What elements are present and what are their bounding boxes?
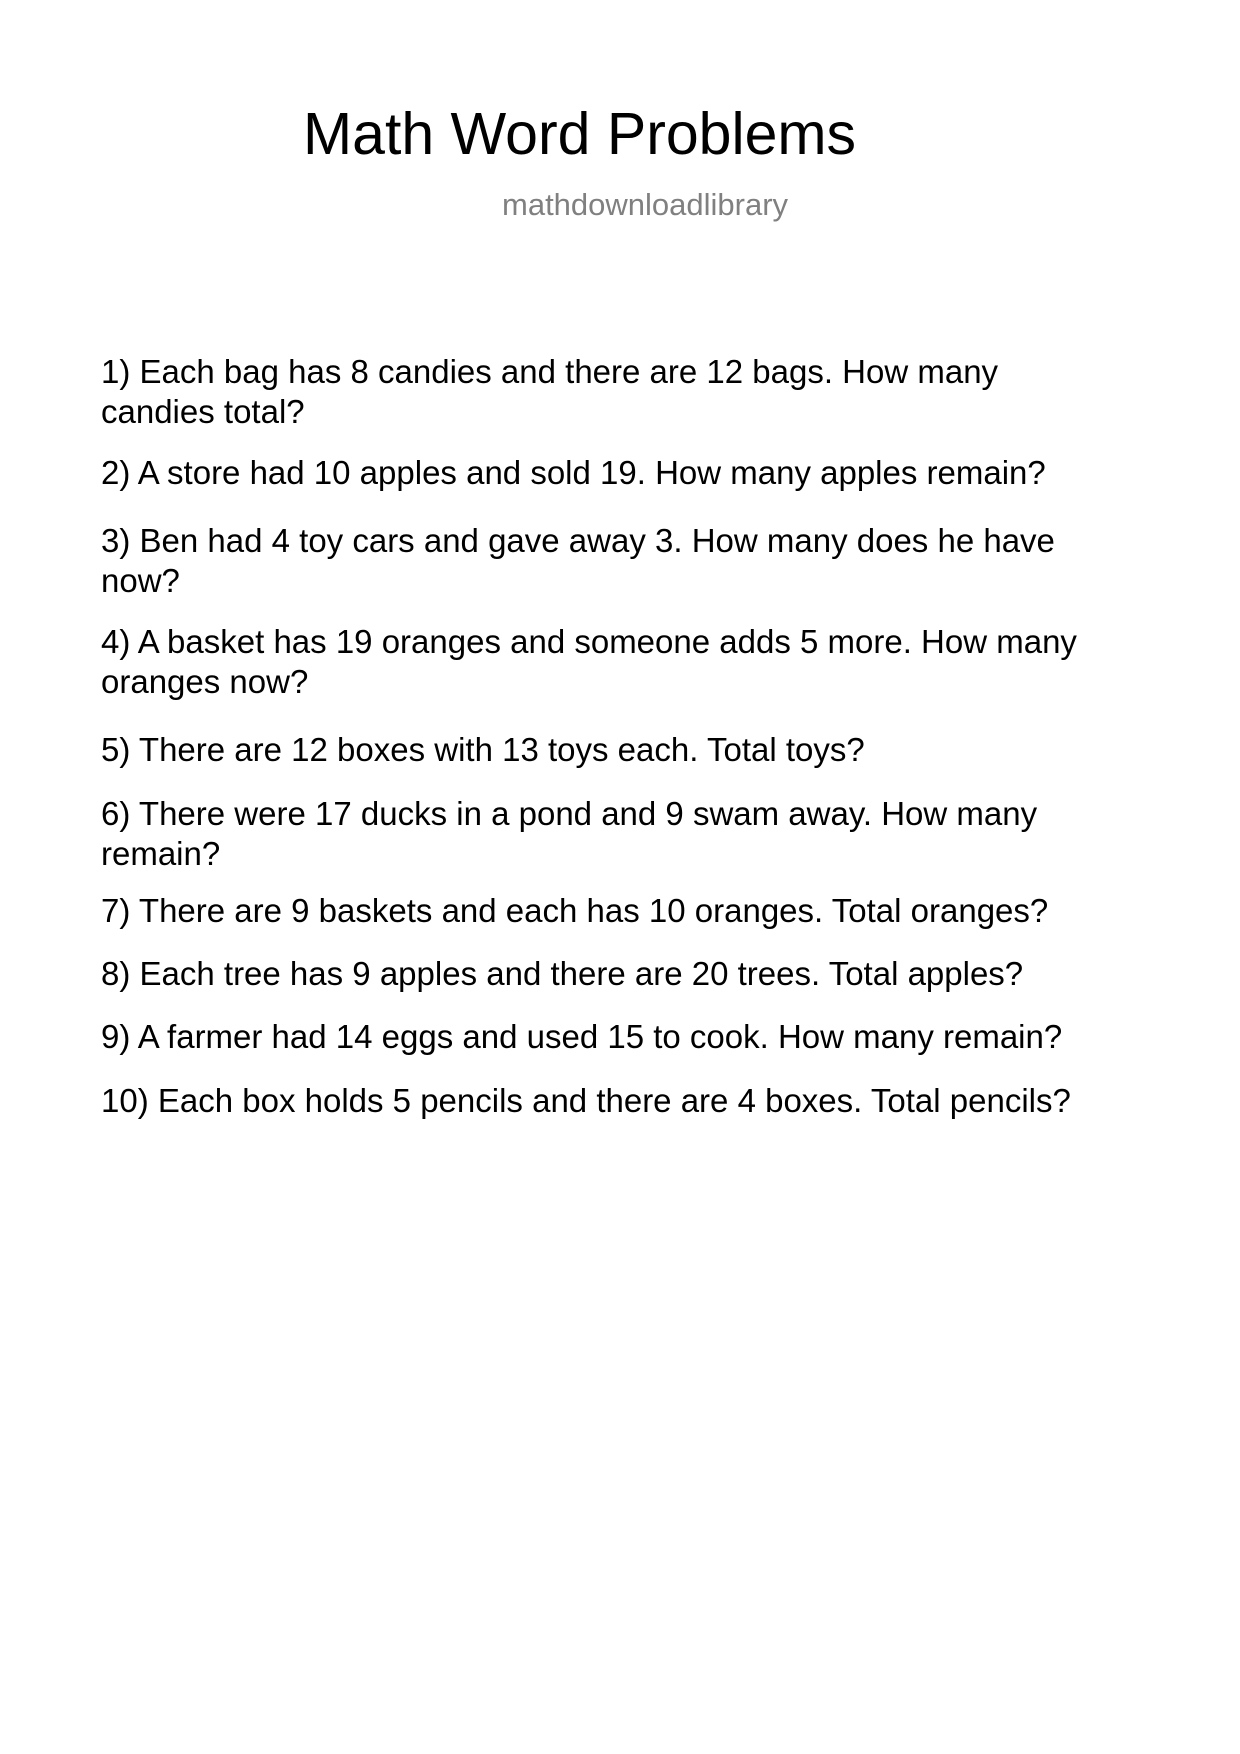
problem-item-8 (101, 954, 1181, 994)
problem-line: oranges now? (101, 663, 309, 700)
problem-line: candies total? (101, 393, 305, 430)
problem-line: 4) A basket has 19 oranges and someone adds 5 more. How many (101, 623, 1077, 660)
problem-line: 2) A store had 10 apples and sold 19. How many apples remain? (101, 454, 1046, 491)
problem-line: 8) Each tree has 9 apples and there are 20 trees. Total apples? (101, 955, 1024, 992)
problem-item-3 (101, 521, 1181, 601)
page-subtitle: mathdownloadlibrary (502, 187, 789, 222)
problem-item-6 (101, 794, 1181, 874)
problem-line: 3) Ben had 4 toy cars and gave away 3. How many does he have (101, 522, 1055, 559)
problem-line: remain? (101, 835, 221, 872)
problem-item-7 (101, 891, 1181, 931)
problem-line: 1) Each bag has 8 candies and there are 12 bags. How many (101, 353, 999, 390)
problem-line: 7) There are 9 baskets and each has 10 oranges. Total oranges? (101, 892, 1049, 929)
page-title: Math Word Problems (303, 101, 857, 167)
problem-line: 9) A farmer had 14 eggs and used 15 to cook. How many remain? (101, 1018, 1063, 1055)
problem-item-4 (101, 622, 1181, 702)
problem-item-10 (101, 1081, 1181, 1121)
problem-line: now? (101, 562, 180, 599)
problem-item-9 (101, 1017, 1181, 1057)
problem-item-1 (101, 352, 1181, 432)
problem-line: 10) Each box holds 5 pencils and there are 4 boxes. Total pencils? (101, 1082, 1071, 1119)
problem-item-2 (101, 453, 1181, 493)
problem-line: 6) There were 17 ducks in a pond and 9 swam away. How many (101, 795, 1038, 832)
problem-line: 5) There are 12 boxes with 13 toys each. Total toys? (101, 731, 865, 768)
problem-item-5 (101, 730, 1181, 770)
